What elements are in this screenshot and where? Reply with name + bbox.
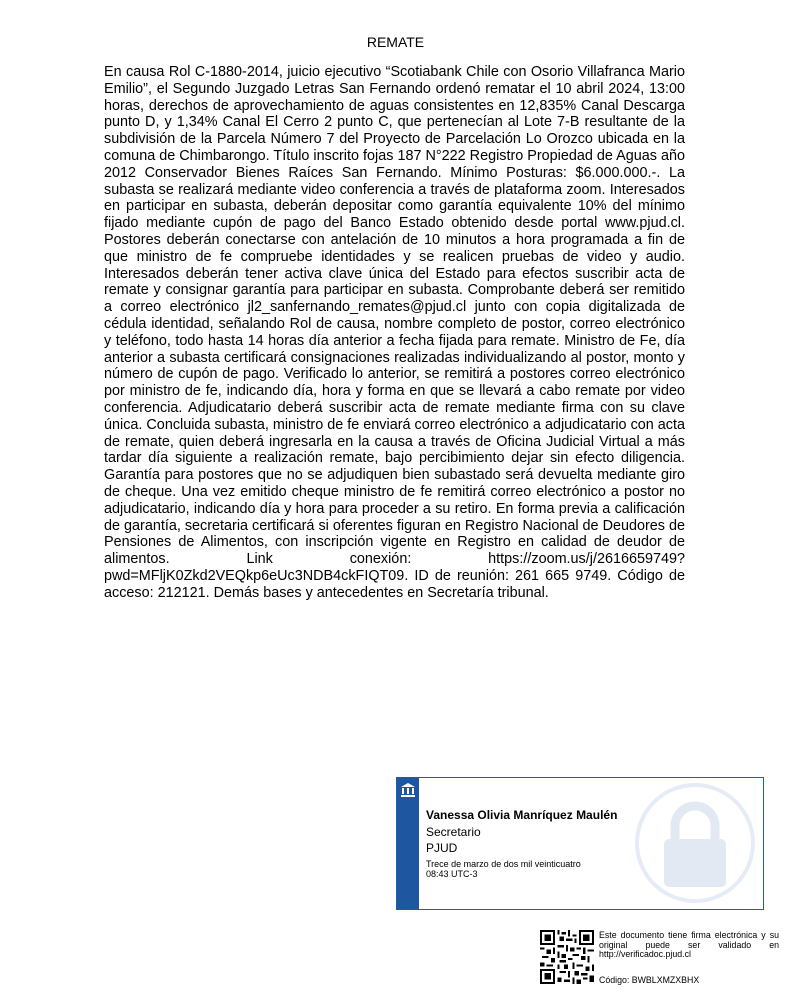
signature-side-bar [397,778,419,909]
signature-time: 08:43 UTC-3 [426,869,478,879]
document-title: REMATE [366,34,425,50]
signature-date: Trece de marzo de dos mil veinticuatro [426,859,581,869]
signature-box [396,777,764,910]
courthouse-icon [400,782,416,798]
signer-name: Vanessa Olivia Manríquez Maulén [426,808,618,822]
verification-text: Este documento tiene firma electrónica y su original puede ser validado en http://verificadoc.pjud.cl [599,930,779,960]
qr-code-icon [540,930,594,984]
verification-code: Código: BWBLXMZXBHX [599,975,700,985]
signer-role: Secretario [426,825,481,839]
lock-icon [630,781,760,906]
signer-organization: PJUD [426,841,458,855]
document-body: En causa Rol C-1880-2014, juicio ejecutivo “Scotiabank Chile con Osorio Villafranca Mario Emilio”, el Segundo Juzgado Letras San Fernando ordenó rematar el 10 abril 2024, 13:00 horas, derechos de aprovechamiento de aguas consistentes en 12,835% Canal Descarga punto D, y 1,34% Canal El Cerro 2 punto C, que pertenecían al Lote 7-B resultante de la subdivisión de la Parcela Número 7 del Proyecto de Parcelación Lo Orozco ubicada en la comuna de Chimbarongo. Título inscrito fojas 187 N°222 Registro Propiedad de Aguas año 2012 Conservador Bienes Raíces San Fernando. Mínimo Posturas: $6.000.000.-. La subasta se realizará mediante video conferencia a través de plataforma zoom. Interesados en participar en subasta, deberán depositar como garantía equivalente 10% del mínimo fijado mediante cupón de pago del Banco Estado obtenido desde portal www.pjud.cl. Postores deberán conectarse con antelación de 10 minutos a hora programada a fin de que ministro de fe compruebe identidades y se realicen pruebas de video y audio. Interesados deberán tener activa clave única del Estado para efectos suscribir acta de remate y consignar garantía para participar en subasta. Comprobante deberá ser remitido a correo electrónico jl2_sanfernando_remates@pjud.cl junto con copia digitalizada de cédula identidad, señalando Rol de causa, nombre completo de postor, correo electrónico y teléfono, todo hasta 14 horas día anterior a fecha fijada para remate. Ministro de Fe, día anterior a subasta certificará consignaciones realizadas individualizando al postor, monto y número de cupón de pago. Verificado lo anterior, se remitirá a postores correo electrónico por ministro de fe, indicando día, hora y forma en que se llevará a cabo remate por video conferencia. Adjudicatario deberá suscribir acta de remate mediante firma con su clave única. Concluida subasta, ministro de fe enviará correo electrónico a adjudicatario con acta de remate, quien deberá ingresarla en la causa a través de Oficina Judicial Virtual a más tardar día siguiente a realización remate, bajo percibimiento dejar sin efecto diligencia. Garantía para postores que no se adjudiquen bien subastado será devuelta mediante giro de cheque. Una vez emitido cheque ministro de fe remitirá correo electrónico a postor no adjudicatario, indicando día y hora para proceder a su retiro. En forma previa a calificación de garantía, secretaria certificará si oferentes figuran en Registro Nacional de Deudores de Pensiones de Alimentos, con inscripción vigente en Registro en calidad de deudor de alimentos. Link conexión: https://zoom.us/j/2616659749?pwd=MFljK0Zkd2VEQkp6eUc3NDB4ckFIQT09. ID de reunión: 261 665 9749. Código de acceso: 212121. Demás bases y antecedentes en Secretaría tribunal. [104,64,685,601]
